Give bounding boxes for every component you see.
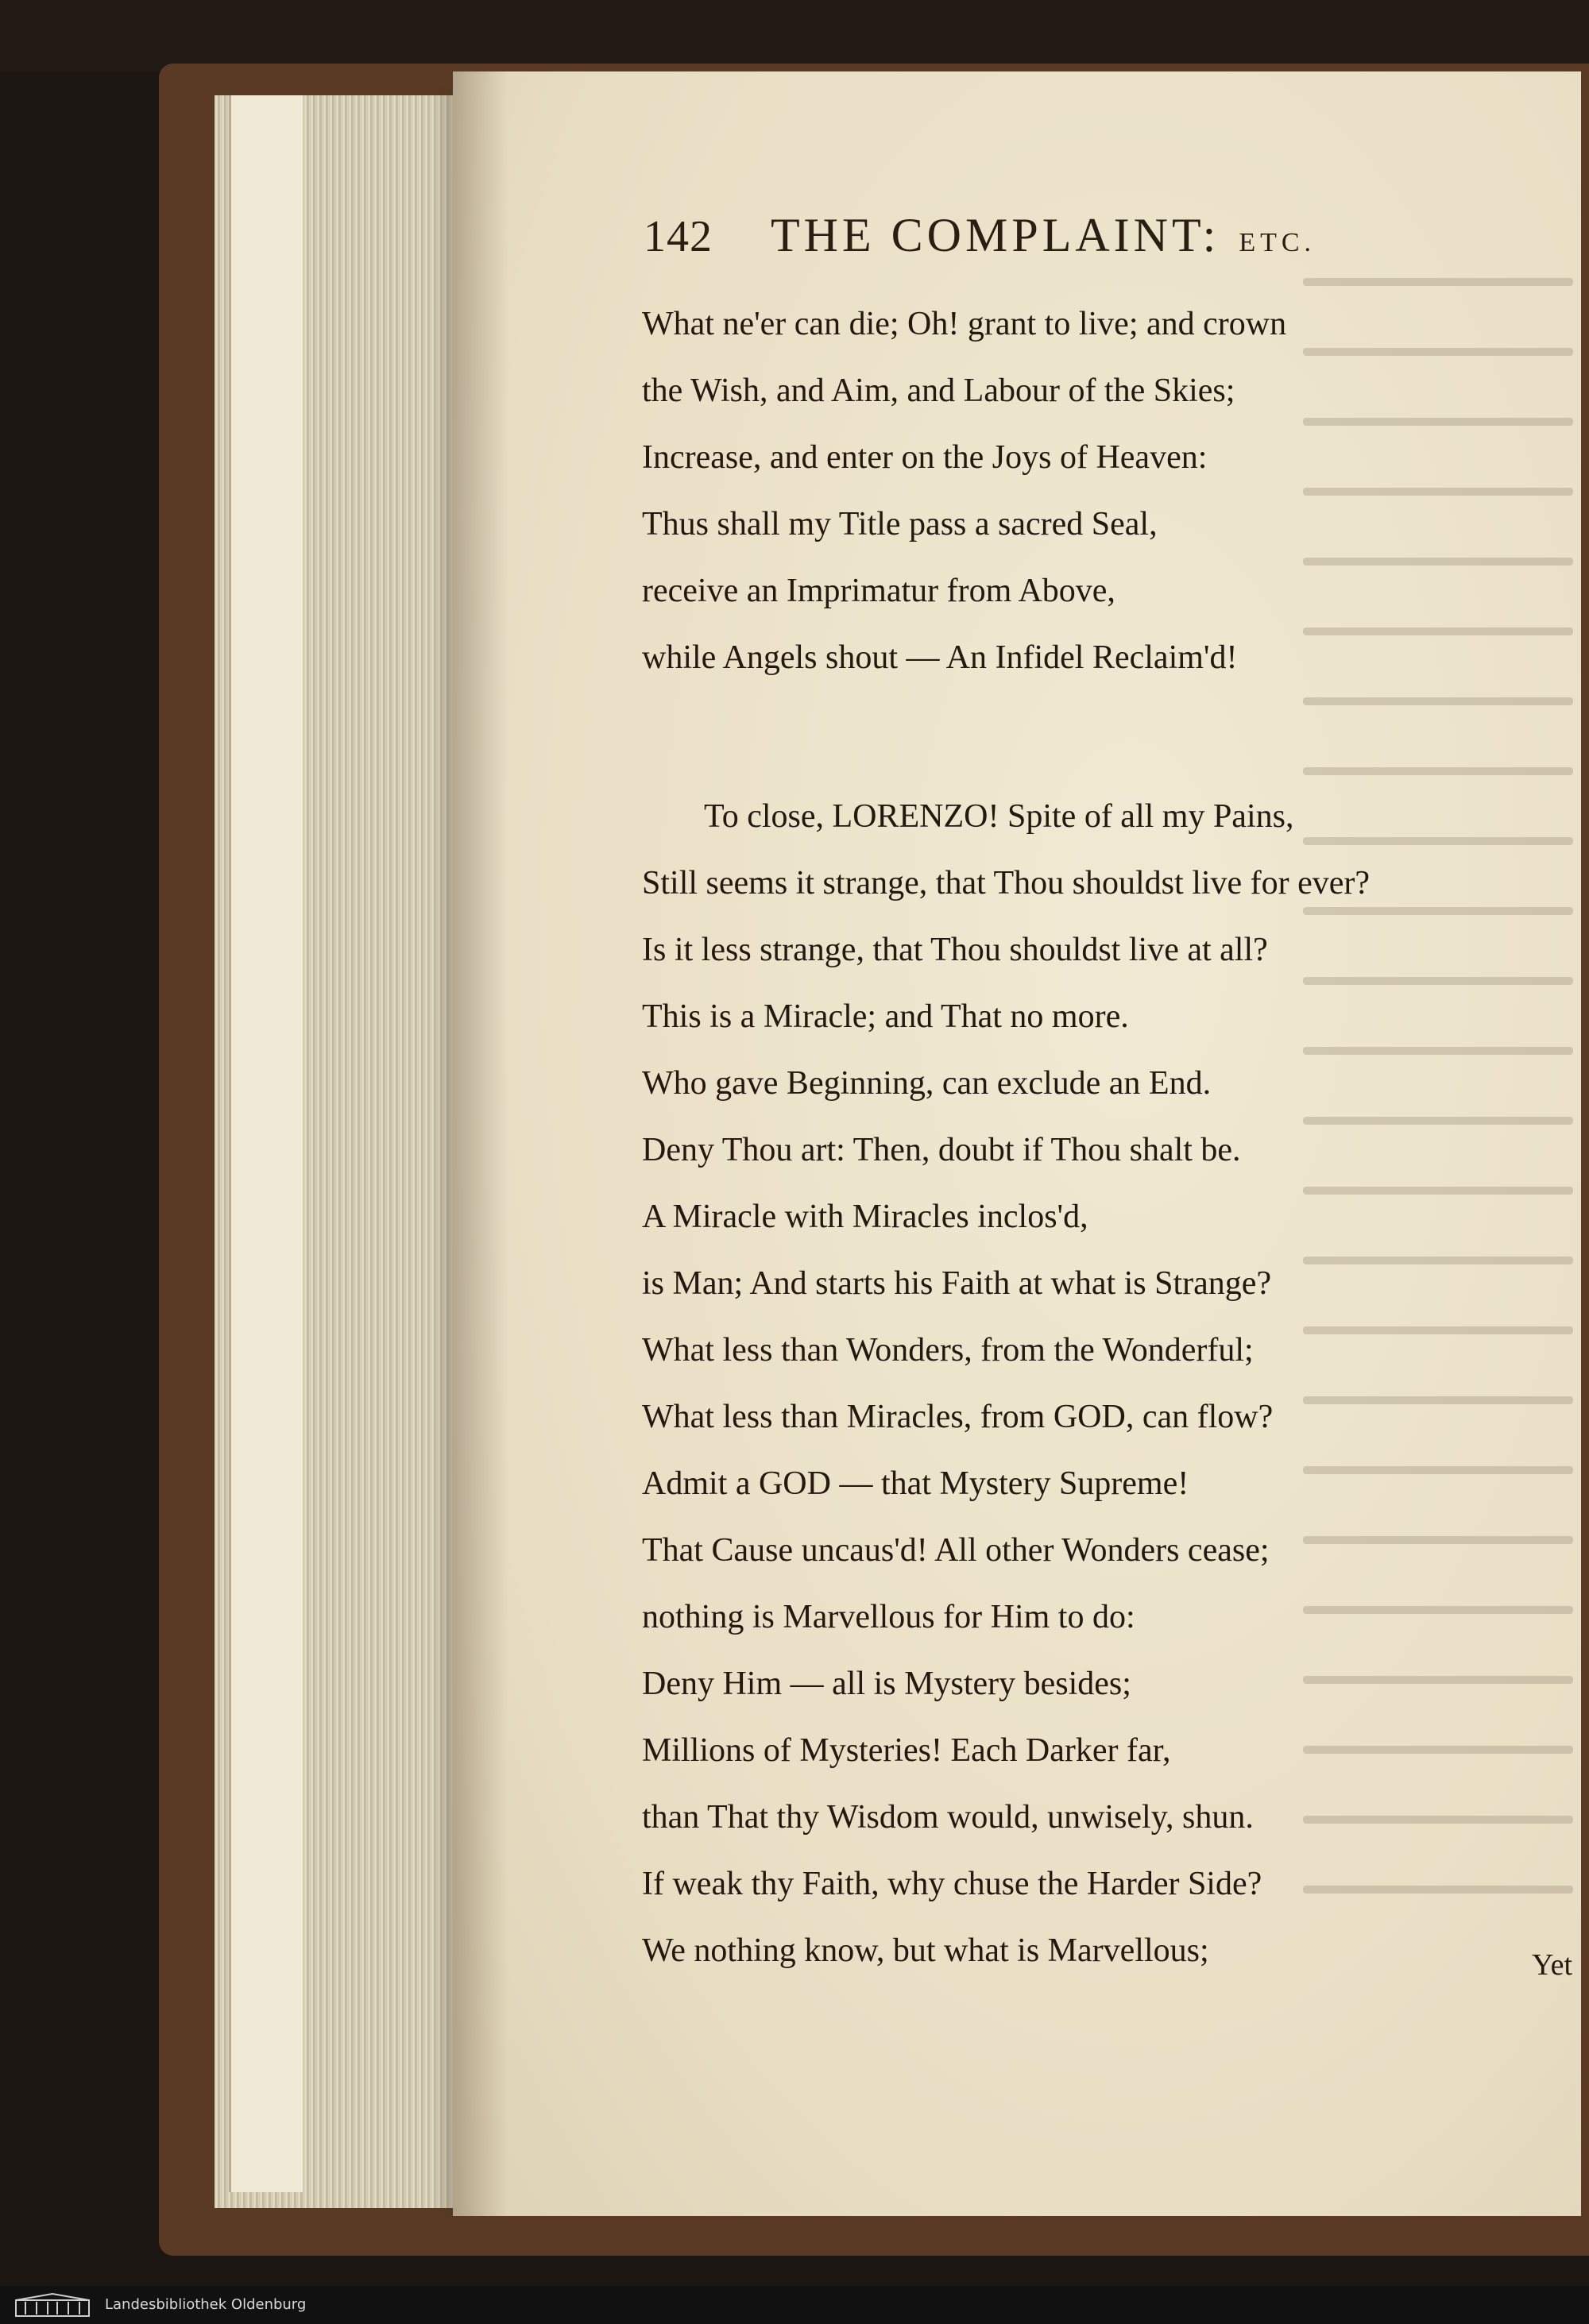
poem-line: receive an Imprimatur from Above, xyxy=(642,573,1115,609)
poem-line: We nothing know, but what is Marvellous; xyxy=(642,1932,1209,1969)
poem-line: Millions of Mysteries! Each Darker far, xyxy=(642,1732,1171,1769)
catchword: Yet xyxy=(1532,1948,1573,1982)
poem-line: than That thy Wisdom would, unwisely, shun. xyxy=(642,1799,1254,1836)
poem-line: This is a Miracle; and That no more. xyxy=(642,998,1129,1035)
poem-line: is Man; And starts his Faith at what is Strange? xyxy=(642,1265,1272,1302)
poem-line: What ne'er can die; Oh! grant to live; and crown xyxy=(642,306,1287,342)
poem-line: Thus shall my Title pass a sacred Seal, xyxy=(642,506,1158,542)
library-building-icon xyxy=(14,2292,91,2318)
poem-line: while Angels shout — An Infidel Reclaim'd! xyxy=(642,639,1238,676)
poem-line: Is it less strange, that Thou shouldst live at all? xyxy=(642,932,1268,968)
page-number: 142 xyxy=(644,212,713,261)
running-title-etc: ETC. xyxy=(1239,228,1316,257)
poem-line: Deny Him — all is Mystery besides; xyxy=(642,1666,1131,1702)
poem-line: What less than Wonders, from the Wonderful; xyxy=(642,1332,1254,1369)
poem-line: Who gave Beginning, can exclude an End. xyxy=(642,1065,1212,1102)
poem-line: Still seems it strange, that Thou shouldst live for ever? xyxy=(642,865,1371,901)
running-title: THE COMPLAINT: xyxy=(771,209,1220,261)
poem-line: Increase, and enter on the Joys of Heaven: xyxy=(642,439,1208,476)
page-header xyxy=(644,208,1446,272)
left-page-edge xyxy=(229,95,303,2192)
poem-line: If weak thy Faith, why chuse the Harder Side? xyxy=(642,1866,1262,1902)
poem-line: Admit a GOD — that Mystery Supreme! xyxy=(642,1465,1189,1502)
poem-line: the Wish, and Aim, and Labour of the Skies; xyxy=(642,373,1235,409)
poem-text xyxy=(642,291,1436,1984)
stanza-break xyxy=(642,691,1436,783)
poem-line: nothing is Marvellous for Him to do: xyxy=(642,1599,1135,1635)
backdrop xyxy=(0,0,1589,71)
poem-line: Deny Thou art: Then, doubt if Thou shalt be. xyxy=(642,1132,1241,1168)
page-gutter xyxy=(453,71,508,2216)
poem-line: To close, LORENZO! Spite of all my Pains, xyxy=(704,798,1294,835)
poem-line: What less than Miracles, from GOD, can flow? xyxy=(642,1399,1274,1435)
library-name: Landesbibliothek Oldenburg xyxy=(105,2296,307,2313)
poem-line: A Miracle with Miracles inclos'd, xyxy=(642,1199,1088,1235)
poem-line: That Cause uncaus'd! All other Wonders cease; xyxy=(642,1532,1270,1569)
